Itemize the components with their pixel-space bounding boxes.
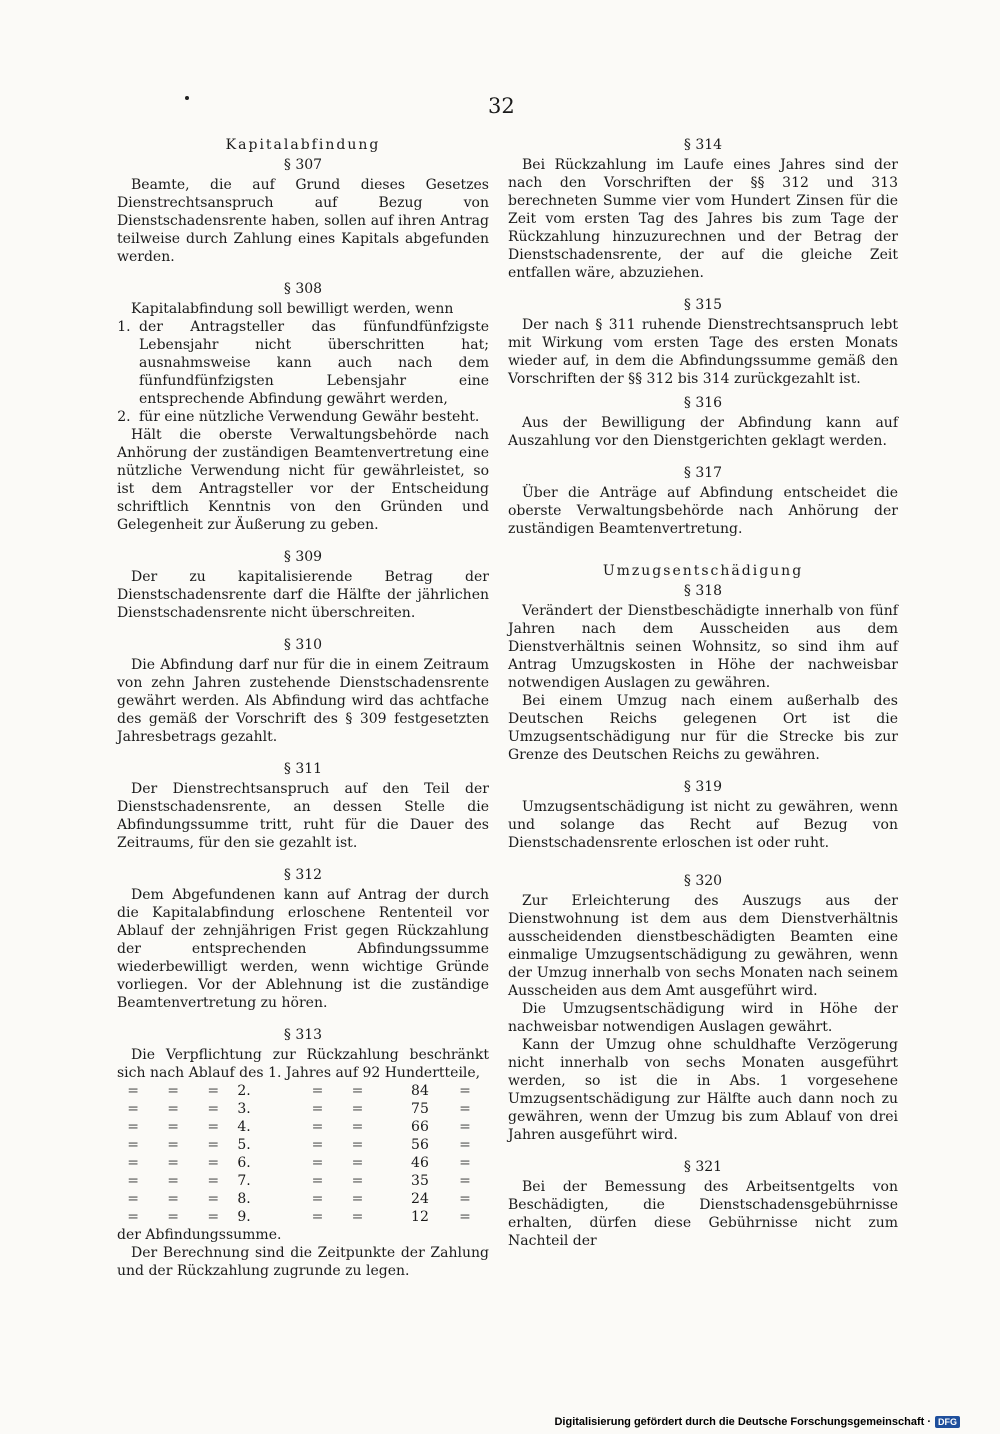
ditto-mark: = (311, 1209, 324, 1225)
paragraph-number: § 321 (683, 1159, 723, 1175)
ditto-mark: = (311, 1119, 324, 1135)
footer-text: Digitalisierung gefördert durch die Deutsche Forschungsgemeinschaft · (554, 1416, 931, 1428)
paragraph-text: Der Dienstrechtsanspruch auf den Teil der Dienstschadensrente, an dessen Stelle die Abfindungssumme tritt, ruht für die Dauer des Zeitraums, für den sie gezahlt ist. (117, 781, 489, 851)
ditto-mark: = (207, 1209, 220, 1225)
ditto-mark: = (127, 1155, 139, 1171)
paragraph-text: Verändert der Dienstbeschädigte innerhalb von fünf Jahren nach dem Ausscheiden aus dem Dienstverhältnis seinen Wohnsitz, so sind ihm auf Antrag Umzugskosten in Höhe der nachweisbar notwendigen Auslagen zu gewähren. (508, 603, 898, 691)
ditto-mark: = (459, 1155, 471, 1171)
paragraph-text: Der Berechnung sind die Zeitpunkte der Zahlung und der Rückzahlung zugrunde zu legen. (117, 1245, 489, 1279)
ditto-mark: = (207, 1137, 220, 1153)
digitization-footer (554, 1416, 960, 1428)
ditto-mark: = (207, 1083, 220, 1099)
paragraph-number: § 314 (683, 137, 723, 153)
ditto-mark: = (167, 1101, 180, 1117)
paragraph-text: Umzugsentschädigung ist nicht zu gewähren, wenn und solange das Recht auf Bezug von Dienstschadensrente erloschen ist oder ruht. (508, 799, 898, 851)
ditto-mark: = (127, 1191, 139, 1207)
ditto-mark: = (207, 1119, 220, 1135)
paragraph-number: § 310 (283, 637, 323, 653)
section-heading: Umzugsentschädigung (602, 563, 804, 579)
paragraph-text: Beamte, die auf Grund dieses Gesetzes Dienstrechtsanspruch auf Bezug von Dienstschadensrente haben, sollen auf ihren Antrag teilweise durch Zahlung eines Kapitals abgefunden werden. (117, 177, 489, 265)
ditto-mark: = (459, 1119, 471, 1135)
ditto-mark: = (311, 1173, 324, 1189)
ditto-mark: = (351, 1191, 364, 1207)
paragraph-text: Bei der Bemessung des Arbeitsentgelts von Beschädigten, die Dienstschadensgebührnisse erhalten, dürfen diese Gebührnisse nicht zum Nachteil der (508, 1179, 898, 1249)
paragraph-text: Die Abfindung darf nur für die in einem Zeitraum von zehn Jahren zustehende Dienstschadensrente gewährt werden. Als Abfindung wird das achtfache des gemäß der Vorschrift des § 309 festgesetzten Jahresbetrags gezahlt. (117, 657, 489, 745)
paragraph-text: der Abfindungssumme. (117, 1227, 282, 1243)
year-cell: 6. (237, 1155, 251, 1171)
paragraph-text: Bei einem Umzug nach einem außerhalb des Deutschen Reichs gelegenen Ort ist die Umzugsentschädigung nur für die Strecke bis zur Grenze des Deutschen Reichs zu gewähren. (508, 693, 898, 763)
ditto-mark: = (351, 1137, 364, 1153)
ditto-mark: = (351, 1083, 364, 1099)
paragraph-number: § 316 (683, 395, 723, 411)
year-cell: 3. (237, 1101, 251, 1117)
numbered-list (117, 318, 489, 426)
ditto-mark: = (167, 1119, 180, 1135)
ditto-mark: = (351, 1119, 364, 1135)
ditto-mark: = (351, 1173, 364, 1189)
ditto-mark: = (127, 1101, 139, 1117)
ditto-mark: = (311, 1137, 324, 1153)
table-row (117, 1172, 489, 1190)
ditto-mark: = (351, 1209, 364, 1225)
repayment-table (117, 1082, 489, 1226)
ditto-mark: = (167, 1137, 180, 1153)
right-column (508, 136, 898, 1250)
table-row (117, 1136, 489, 1154)
value-cell: 84 (411, 1083, 429, 1099)
ditto-mark: = (127, 1209, 139, 1225)
page-number: 32 (488, 94, 515, 118)
paragraph-text: Kann der Umzug ohne schuldhafte Verzögerung nicht innerhalb von sechs Monaten ausgeführt werden, so ist die in Abs. 1 vorgesehene Umzugsentschädigung zur Hälfte auch dann noch zu gewähren, wenn der Umzug bis zum Ablauf von drei Jahren ausgeführt wird. (508, 1037, 898, 1143)
paragraph-text: Dem Abgefundenen kann auf Antrag der durch die Kapitalabfindung erloschene Rententeil vor Ablauf der zehnjährigen Frist gegen Rückzahlung der entsprechenden Abfindungssumme wiederbewilligt werden, wenn wichtige Gründe vorliegen. Vor der Ablehnung ist die zuständige Beamtenvertretung zu hören. (117, 887, 489, 1011)
ditto-mark: = (311, 1155, 324, 1171)
table-row (117, 1154, 489, 1172)
paragraph-text: Bei Rückzahlung im Laufe eines Jahres sind der nach den Vorschriften der §§ 312 und 313 berechneten Summe vier vom Hundert Zinsen für die Zeit vom ersten Tag des Jahres bis zum Tage der Rückzahlung hinzuzurechnen und der Betrag der Dienstschadensrente, der auf die gleiche Zeit entfallen wäre, abzuziehen. (508, 157, 898, 281)
year-cell: 2. (237, 1083, 251, 1099)
paragraph-number: § 309 (283, 549, 323, 565)
ditto-mark: = (167, 1209, 180, 1225)
paragraph-text: Der zu kapitalisierende Betrag der Dienstschadensrente darf die Hälfte der jährlichen Dienstschadensrente nicht überschreiten. (117, 569, 489, 621)
ditto-mark: = (311, 1083, 324, 1099)
table-row (117, 1208, 489, 1226)
value-cell: 56 (411, 1137, 429, 1153)
value-cell: 24 (411, 1191, 429, 1207)
paragraph-number: § 311 (283, 761, 323, 777)
ditto-mark: = (311, 1191, 324, 1207)
ditto-mark: = (459, 1083, 471, 1099)
paragraph-text: Aus der Bewilligung der Abfindung kann auf Auszahlung vor den Dienstgerichten geklagt werden. (508, 415, 898, 449)
left-column (117, 136, 489, 1280)
year-cell: 9. (237, 1209, 251, 1225)
ditto-mark: = (207, 1155, 220, 1171)
paragraph-number: § 312 (283, 867, 323, 883)
paragraph-text: Der nach § 311 ruhende Dienstrechtsanspruch lebt mit Wirkung vom ersten Tage des ersten Monats wieder auf, in dem die Abfindungssumme gemäß den Vorschriften der §§ 312 bis 314 zurückgezahlt ist. (508, 317, 898, 387)
paragraph-number: § 313 (283, 1027, 323, 1043)
ditto-mark: = (311, 1101, 324, 1117)
ditto-mark: = (459, 1191, 471, 1207)
section-heading: Kapitalabfindung (225, 137, 381, 153)
value-cell: 66 (411, 1119, 429, 1135)
ditto-mark: = (459, 1209, 471, 1225)
value-cell: 46 (411, 1155, 429, 1171)
list-item: 1. der Antragsteller das fünfundfünfzigste Lebensjahr nicht überschritten hat; ausnahmsweise kann auch nach dem fünfundfünfzigsten Lebensjahr eine entsprechende Abfindung gewährt werden, (135, 318, 489, 408)
paragraph-text: Die Umzugsentschädigung wird in Höhe der nachweisbar notwendigen Auslagen gewährt. (508, 1001, 898, 1035)
paragraph-text: Kapitalabfindung soll bewilligt werden, wenn (131, 301, 454, 317)
value-cell: 12 (411, 1209, 429, 1225)
ditto-mark: = (351, 1101, 364, 1117)
year-cell: 4. (237, 1119, 251, 1135)
ditto-mark: = (207, 1191, 220, 1207)
ditto-mark: = (167, 1191, 180, 1207)
dfg-logo: DFG (935, 1416, 960, 1428)
paragraph-text: Über die Anträge auf Abfindung entscheidet die oberste Verwaltungsbehörde nach Anhörung der zuständigen Beamtenvertretung. (508, 485, 898, 537)
paragraph-number: § 308 (283, 281, 323, 297)
table-row (117, 1100, 489, 1118)
list-item: 2. für eine nützliche Verwendung Gewähr besteht. (135, 408, 489, 426)
table-row (117, 1118, 489, 1136)
ditto-mark: = (351, 1155, 364, 1171)
ditto-mark: = (167, 1083, 180, 1099)
paragraph-number: § 320 (683, 873, 723, 889)
paragraph-number: § 317 (683, 465, 723, 481)
paragraph-number: § 307 (283, 157, 323, 173)
ditto-mark: = (127, 1083, 139, 1099)
ditto-mark: = (207, 1173, 220, 1189)
ditto-mark: = (207, 1101, 220, 1117)
ditto-mark: = (167, 1173, 180, 1189)
ditto-mark: = (127, 1173, 139, 1189)
paragraph-number: § 318 (683, 583, 723, 599)
paragraph-text: Zur Erleichterung des Auszugs aus der Dienstwohnung ist dem aus dem Dienstverhältnis ausscheidenden dienstbeschädigten Beamten eine einmalige Umzugsentschädigung zu gewähren, wenn der Umzug innerhalb von sechs Monaten nach seinem Ausscheiden aus dem Amt ausgeführt wird. (508, 893, 898, 999)
year-cell: 7. (237, 1173, 251, 1189)
value-cell: 75 (411, 1101, 429, 1117)
ditto-mark: = (167, 1155, 180, 1171)
paragraph-number: § 315 (683, 297, 723, 313)
ditto-mark: = (127, 1119, 139, 1135)
ditto-mark: = (127, 1137, 139, 1153)
table-row (117, 1190, 489, 1208)
year-cell: 8. (237, 1191, 251, 1207)
paragraph-number: § 319 (683, 779, 723, 795)
speck-mark (185, 96, 189, 100)
year-cell: 5. (237, 1137, 251, 1153)
ditto-mark: = (459, 1101, 471, 1117)
paragraph-text: Hält die oberste Verwaltungsbehörde nach Anhörung der zuständigen Beamtenvertretung eine nützliche Verwendung nicht für gewährleistet, so ist dem Antragsteller vor der Entscheidung schriftlich Kenntnis von den Gründen und Gelegenheit zur Äußerung zu geben. (117, 427, 489, 533)
ditto-mark: = (459, 1137, 471, 1153)
ditto-mark: = (459, 1173, 471, 1189)
paragraph-text: Die Verpflichtung zur Rückzahlung beschränkt sich nach Ablauf des 1. Jahres auf 92 Hundertteile, (117, 1047, 489, 1081)
value-cell: 35 (411, 1173, 429, 1189)
table-row (117, 1082, 489, 1100)
